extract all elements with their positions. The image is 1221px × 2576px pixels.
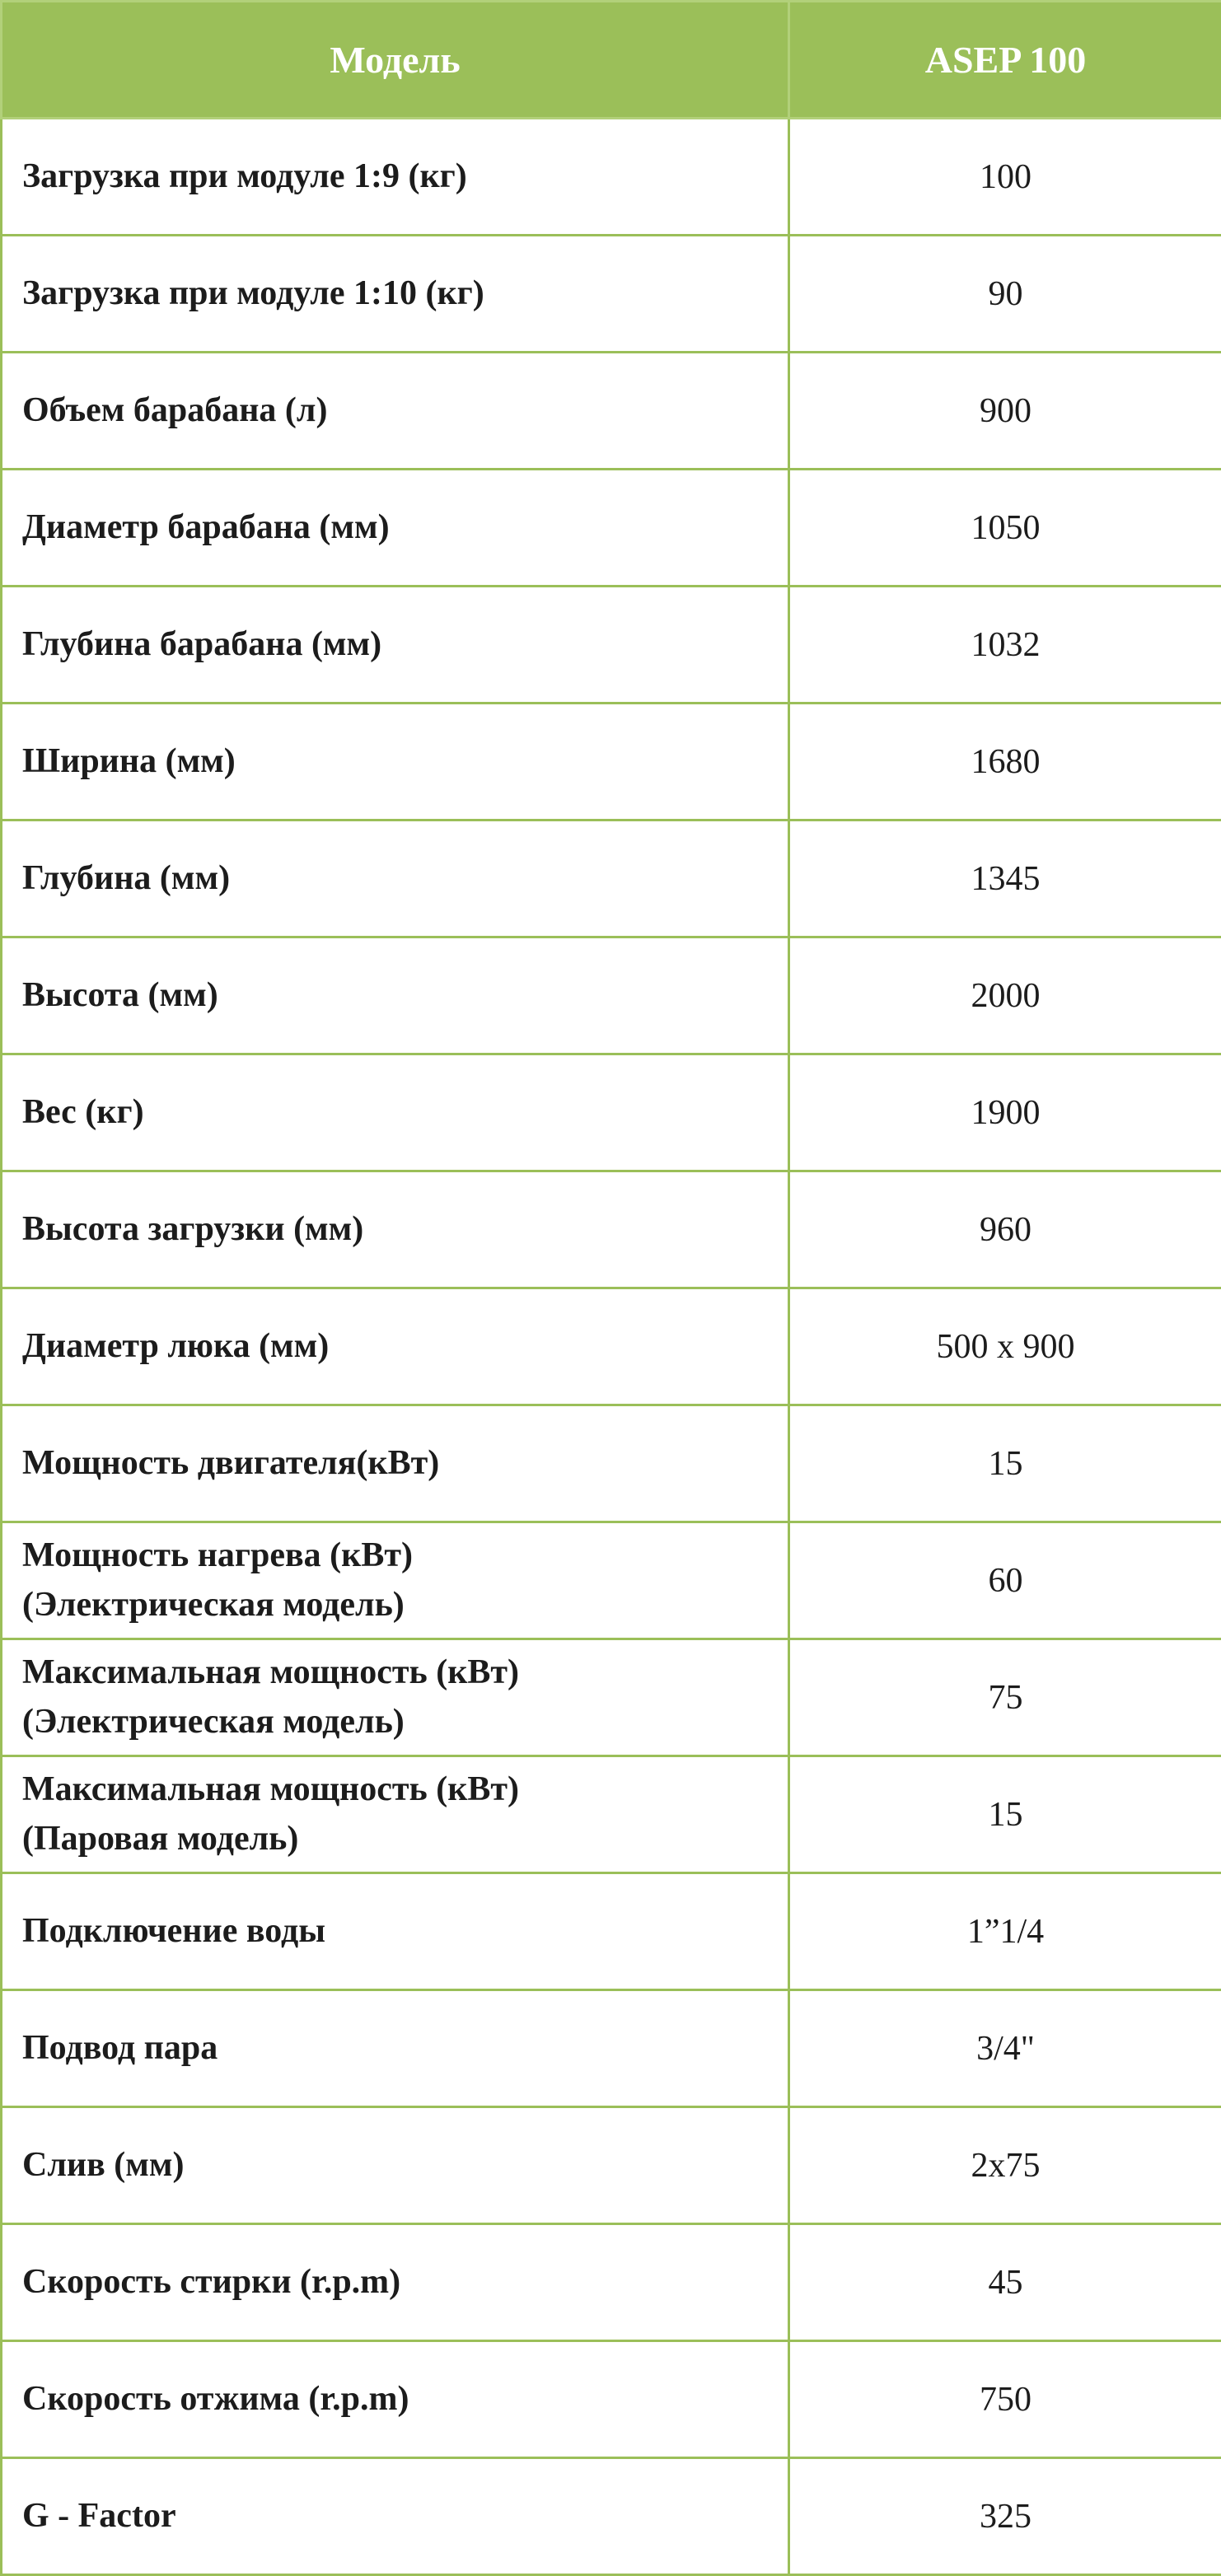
parameter-name-line: Высота (мм)	[22, 971, 788, 1021]
parameter-name-cell	[2, 1990, 789, 2107]
parameter-name-cell	[2, 2341, 789, 2458]
parameter-name-line: Диаметр барабана (мм)	[22, 503, 788, 553]
parameter-value-cell: 1050	[789, 470, 1221, 587]
parameter-name-cell	[2, 1405, 789, 1522]
parameter-value-cell: 1900	[789, 1054, 1221, 1171]
table-row	[2, 1405, 1221, 1522]
parameter-value-cell: 2000	[789, 937, 1221, 1054]
table-row	[2, 1288, 1221, 1405]
parameter-value-cell: 15	[789, 1756, 1221, 1873]
header-model-name: ASEP 100	[789, 2, 1221, 119]
table-row	[2, 1639, 1221, 1756]
parameter-value-cell: 1032	[789, 587, 1221, 704]
parameter-name-line: Мощность двигателя(кВт)	[22, 1439, 788, 1489]
table-row	[2, 353, 1221, 470]
parameter-name-line: Подвод пара	[22, 2024, 788, 2073]
parameter-name-line: G - Factor	[22, 2492, 788, 2541]
parameter-name-cell	[2, 704, 789, 820]
parameter-value-cell: 100	[789, 119, 1221, 236]
table-row	[2, 1171, 1221, 1288]
table-row	[2, 820, 1221, 937]
table-row	[2, 1873, 1221, 1990]
parameter-value-cell: 2x75	[789, 2107, 1221, 2224]
table-row	[2, 236, 1221, 353]
table-row	[2, 937, 1221, 1054]
parameter-name-cell	[2, 119, 789, 236]
parameter-value-cell: 900	[789, 353, 1221, 470]
parameter-name-line: (Паровая модель)	[22, 1815, 788, 1864]
parameter-name-line: Высота загрузки (мм)	[22, 1205, 788, 1255]
parameter-name-line: (Электрическая модель)	[22, 1698, 788, 1747]
table-row	[2, 119, 1221, 236]
table-row	[2, 2107, 1221, 2224]
table-row	[2, 704, 1221, 820]
parameter-value-cell: 1345	[789, 820, 1221, 937]
parameter-name-cell	[2, 2224, 789, 2341]
parameter-name-line: Мощность нагрева (кВт)	[22, 1531, 788, 1581]
parameter-name-cell	[2, 1522, 789, 1639]
parameter-value-cell: 325	[789, 2458, 1221, 2575]
parameter-name-cell	[2, 353, 789, 470]
table-row	[2, 1990, 1221, 2107]
parameter-name-line: Глубина (мм)	[22, 854, 788, 904]
parameter-name-line: Скорость стирки (r.p.m)	[22, 2258, 788, 2307]
parameter-name-line: Максимальная мощность (кВт)	[22, 1648, 788, 1698]
table-header-row	[2, 2, 1221, 119]
header-model-label: Модель	[2, 2, 789, 119]
parameter-name-cell	[2, 2107, 789, 2224]
parameter-value-cell: 75	[789, 1639, 1221, 1756]
parameter-name-cell	[2, 2458, 789, 2575]
parameter-name-line: Скорость отжима (r.p.m)	[22, 2375, 788, 2424]
table-row	[2, 2341, 1221, 2458]
parameter-name-line: Максимальная мощность (кВт)	[22, 1765, 788, 1815]
parameter-name-line: Подключение воды	[22, 1907, 788, 1957]
parameter-name-cell	[2, 1171, 789, 1288]
parameter-name-cell	[2, 587, 789, 704]
parameter-value-cell: 500 x 900	[789, 1288, 1221, 1405]
table-row	[2, 470, 1221, 587]
table-row	[2, 1054, 1221, 1171]
parameter-value-cell: 15	[789, 1405, 1221, 1522]
parameter-value-cell: 960	[789, 1171, 1221, 1288]
parameter-name-line: Объем барабана (л)	[22, 386, 788, 436]
parameter-name-cell	[2, 1288, 789, 1405]
parameter-name-cell	[2, 1756, 789, 1873]
parameter-value-cell: 750	[789, 2341, 1221, 2458]
table-row	[2, 587, 1221, 704]
parameter-name-cell	[2, 1639, 789, 1756]
parameter-name-line: Вес (кг)	[22, 1088, 788, 1138]
parameter-value-cell: 45	[789, 2224, 1221, 2341]
parameter-name-line: Глубина барабана (мм)	[22, 620, 788, 670]
parameter-value-cell: 3/4"	[789, 1990, 1221, 2107]
parameter-name-line: Слив (мм)	[22, 2141, 788, 2190]
parameter-name-cell	[2, 470, 789, 587]
table-row	[2, 2458, 1221, 2575]
parameter-name-cell	[2, 1873, 789, 1990]
parameter-value-cell: 90	[789, 236, 1221, 353]
parameter-name-cell	[2, 1054, 789, 1171]
table-body	[2, 119, 1221, 2575]
parameter-value-cell: 1680	[789, 704, 1221, 820]
table-row	[2, 1756, 1221, 1873]
parameter-name-line: Диаметр люка (мм)	[22, 1322, 788, 1372]
parameter-value-cell: 60	[789, 1522, 1221, 1639]
parameter-name-cell	[2, 236, 789, 353]
table-row	[2, 2224, 1221, 2341]
parameter-name-cell	[2, 937, 789, 1054]
parameter-name-line: (Электрическая модель)	[22, 1581, 788, 1630]
parameter-name-line: Загрузка при модуле 1:9 (кг)	[22, 152, 788, 202]
parameter-value-cell: 1”1/4	[789, 1873, 1221, 1990]
table-row	[2, 1522, 1221, 1639]
parameter-name-line: Загрузка при модуле 1:10 (кг)	[22, 269, 788, 319]
parameter-name-cell	[2, 820, 789, 937]
parameter-name-line: Ширина (мм)	[22, 737, 788, 787]
